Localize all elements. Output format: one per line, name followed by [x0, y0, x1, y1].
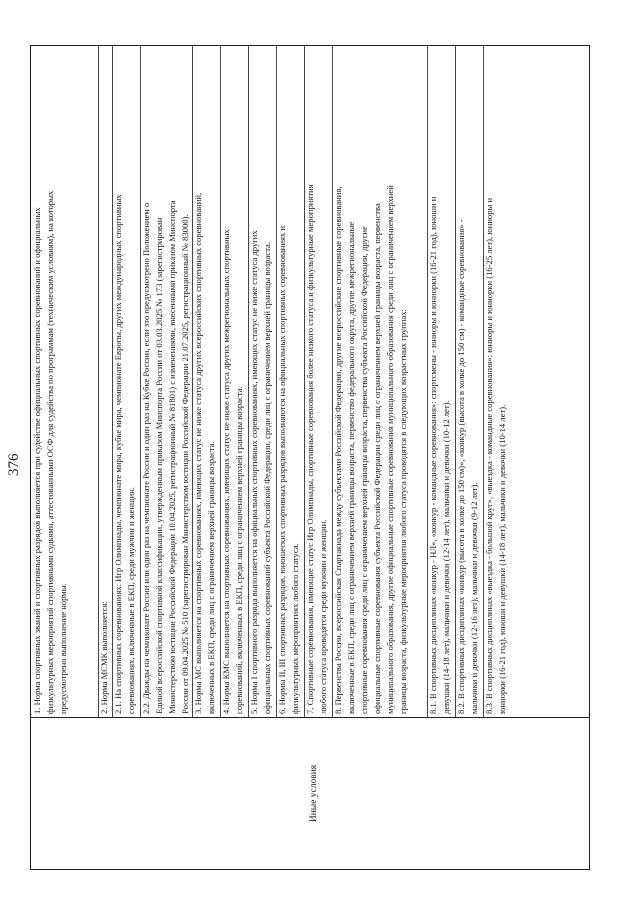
- condition-row: [220, 46, 249, 717]
- condition-line: соревнований, включенных в ЕКП, среди лиц с ограничением верхней границы возраста.: [234, 386, 245, 714]
- row-label: Иные условия: [309, 764, 319, 823]
- condition-line: 7. Спортивные соревнования, имеющие статус Игр Олимпиады, спортивные соревнования более низкого статуса и физкультурные мероприятия: [305, 184, 315, 714]
- condition-line: 8.2. В спортивных дисциплинах «конкур (высота в холке до 150 см)», «конкур (высота в холке до 150 см) - командные соревнования» -: [456, 219, 466, 714]
- condition-line: официальные спортивные соревнования субъекта Российской Федерации среди лиц с ограничением верхней границы возраста, первенства: [372, 203, 383, 714]
- condition-line: официальных спортивных соревнований субъекта Российской Федерации, среди лиц с ограничением верхней границы возраста.: [262, 242, 273, 714]
- condition-line: любого статуса проводятся среди мужчин и женщин.: [318, 519, 329, 714]
- condition-row: [112, 46, 141, 717]
- condition-line: соревнованиях, включенные в ЕКП, среди мужчин и женщин.: [126, 487, 137, 714]
- page-number: 376: [6, 453, 22, 476]
- condition-row: [332, 46, 428, 717]
- condition-line: Единой всероссийской спортивной классификации, утвержденным приказом Минспорта России от 03.03.2025 № 173 (зарегистрирован: [154, 217, 165, 714]
- condition-row: [455, 46, 484, 717]
- condition-line: 2.1. На спортивных соревнованиях: Игр Олимпиады, чемпионате мира, кубке мира, чемпионате Европы, других международных спортивных: [113, 194, 123, 714]
- condition-row: [248, 46, 277, 717]
- conditions-content: [31, 46, 589, 717]
- condition-line: 8.3. В спортивных дисциплинах «выездка - большой круг», «выездка - командные соревнования»: юниоры и юниорки (16-25 лет), юниоры и: [484, 197, 494, 714]
- condition-row: [427, 46, 456, 717]
- condition-line: мальчики и девочки (12-16 лет), мальчики и девочки (9-12 лет).: [469, 482, 480, 714]
- condition-row: [31, 46, 99, 717]
- condition-line: 4. Норма КМС выполняется на спортивных соревнованиях, имеющих статус не ниже статуса других межрегиональных спортивных: [221, 229, 231, 714]
- condition-line: 1. Норма спортивных званий и спортивных разрядов выполняется при судействе официальных спортивных соревнований и официальных: [32, 207, 42, 714]
- condition-line: предусмотрено выполнение нормы.: [58, 583, 69, 714]
- condition-line: девушки (14-18 лет), мальчики и девочки (12-14 лет), мальчики и девочки (10-12 лет).: [441, 400, 452, 714]
- condition-row: [192, 46, 221, 717]
- condition-line: физкультурных мероприятиях любого статуса.: [290, 543, 301, 714]
- condition-line: юниорки (16-21 год), юноши и девушки (14-18 лет), мальчики и девочки (10-14 лет).: [497, 404, 508, 714]
- condition-line: муниципального образования, другие официальные спортивные соревнования муниципального образования среди лиц с ограничением верхней: [385, 185, 396, 714]
- label-column: [31, 717, 589, 869]
- condition-line: 8. Первенства России, всероссийская Спартакиада между субъектами Российской Федерации, другие всероссийские спортивные соревнования,: [333, 186, 343, 714]
- condition-line: границы возраста, физкультурные мероприятия любого статуса проводятся в следующих возрастных группах:: [398, 309, 409, 714]
- condition-line: Министерством юстиции Российской Федерации 10.04.2025, регистрационный № 81801) с изменениями, внесенными приказом Минспорта: [167, 200, 178, 714]
- condition-line: России от 09.04.2025 № 510 (зарегистрирован Министерством юстиции Российской Федерации 21.07.2025, регистрационный № 83000).: [180, 214, 191, 714]
- condition-line: 8.1. В спортивных дисциплинах «конкур - НЛ», «конкур - командные соревнования»: спортсмены - юниоры и юниорки (16-21 год), юноши и: [428, 196, 438, 714]
- condition-line: 2.2. Дважды на чемпионате России или один раз на чемпионате России и один раз на Кубке России, если это предусмотрено Положением о: [141, 202, 151, 714]
- condition-row: [276, 46, 305, 717]
- condition-row: [98, 46, 113, 717]
- condition-line: включенные в ЕКП, среди лиц с ограничением верхней границы возраста, первенство федерального округа, другие межрегиональные: [346, 221, 357, 714]
- condition-row: [140, 46, 193, 717]
- condition-row: [483, 46, 591, 717]
- condition-line: 3. Норма МС выполняется на спортивных соревнованиях, имеющих статус не ниже статуса других всероссийских спортивных соревнований,: [193, 192, 203, 714]
- condition-line: 6. Нормы II, III спортивных разрядов, юношеских спортивных разрядов выполняются на официальных спортивных соревнованиях и: [277, 226, 287, 714]
- condition-line: 2. Норма МСМК выполняется:: [99, 601, 109, 714]
- condition-line: физкультурных мероприятий спортивными судьями, аттестованными ОСФ для судейства по программам (техническим условиям), на которых: [45, 190, 56, 714]
- conditions-table: [30, 45, 590, 870]
- condition-line: спортивные соревнования среди лиц с ограничением верхней границы возраста, первенства субъекта Российской Федерации, другие: [359, 226, 370, 714]
- condition-row: [304, 46, 333, 717]
- condition-line: 5. Норма I спортивного разряда выполняется на официальных спортивных соревнованиях, имеющих статус не ниже статуса других: [249, 230, 259, 714]
- condition-line: включенных в ЕКП, среди лиц с ограничением верхней границы возраста.: [206, 441, 217, 714]
